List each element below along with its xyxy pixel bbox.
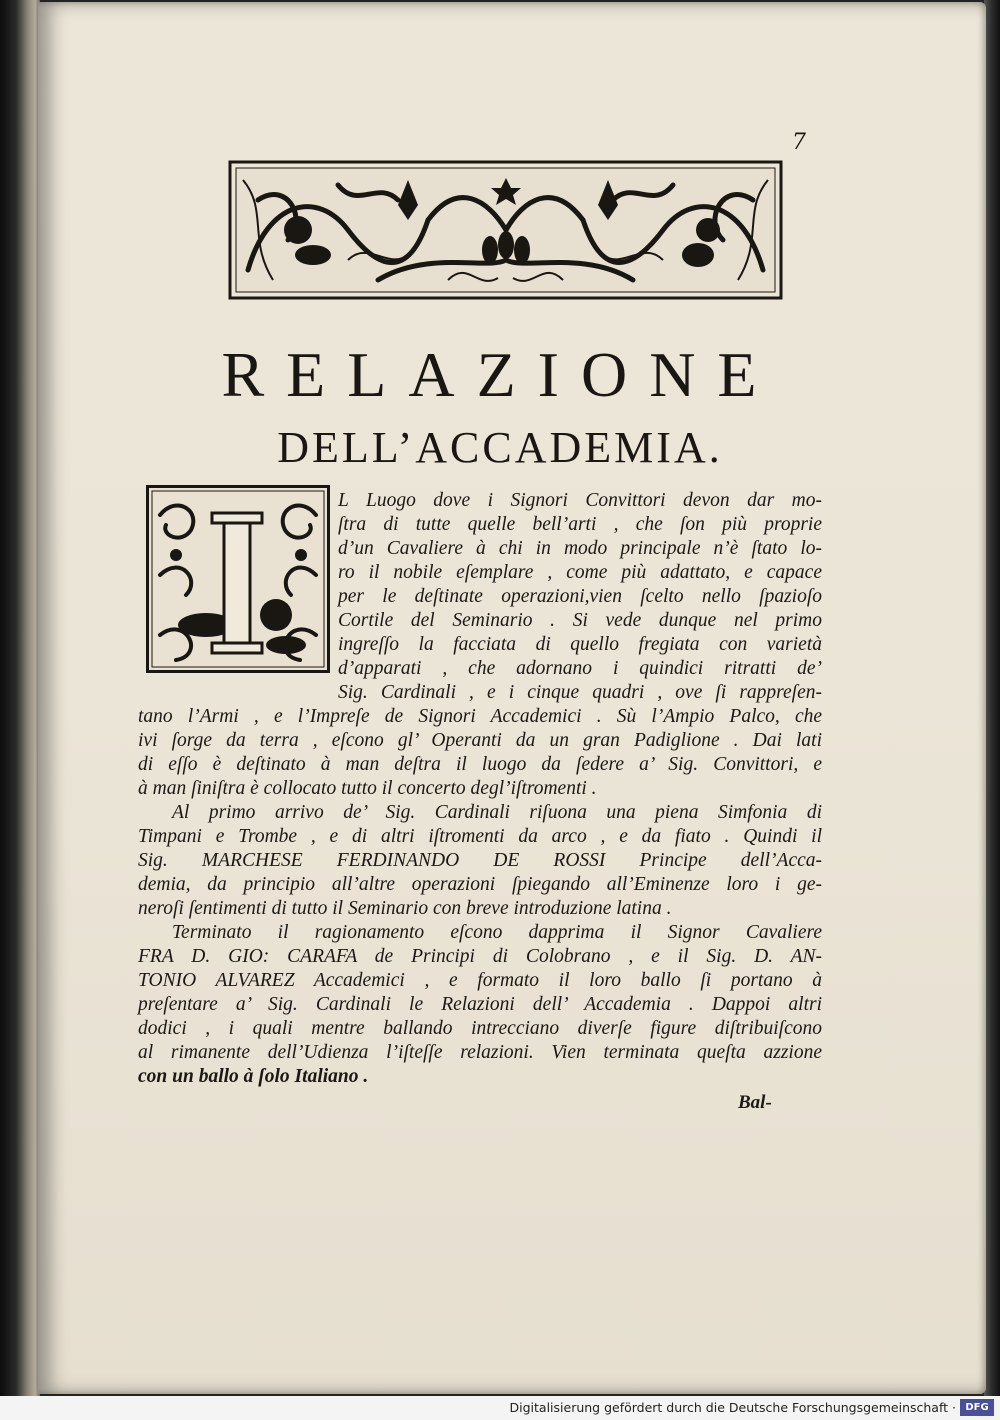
body-line: Sig. MARCHESE FERDINANDO DE ROSSI Principe dell’Acca- xyxy=(138,850,822,871)
body-line: Terminato il ragionamento eſcono dapprima il Signor Cavaliere xyxy=(172,922,822,943)
body-line: di eſſo è deſtinato à man deſtra il luogo da ſedere a’ Sig. Convittori, e xyxy=(138,754,822,775)
dfg-logo-icon: DFG xyxy=(960,1399,994,1416)
body-line: ingreſſo la facciata di quello fregiata con varietà xyxy=(338,634,822,655)
page-title: RELAZIONE xyxy=(221,339,779,410)
body-line: con un ballo à ſolo Italiano . xyxy=(138,1066,369,1087)
book-binding xyxy=(0,0,40,1396)
body-line: d’apparati , che adornano i quindici ritratti de’ xyxy=(338,658,822,679)
body-line: Al primo arrivo de’ Sig. Cardinali riſuona una piena Simfonia di xyxy=(172,802,822,823)
body-line: neroſi ſentimenti di tutto il Seminario con breve introduzione latina . xyxy=(138,898,672,919)
footer-credit: Digitalisierung gefördert durch die Deutsche Forschungsgemeinschaft · xyxy=(509,1400,956,1415)
decorated-initial-I-icon xyxy=(146,485,330,673)
body-line: TONIO ALVAREZ Accademici , e formato il loro ballo ſi portano à xyxy=(138,970,822,991)
body-line: demia, da principio all’altre operazioni ſpiegando all’Eminenze loro i ge- xyxy=(138,874,822,895)
body-line: ſtra di tutte quelle bell’arti , che ſon più proprie xyxy=(338,514,822,535)
body-line: dodici , i quali mentre ballando intrecciano diverſe figure diſtribuiſcono xyxy=(138,1018,822,1039)
body-line: Cortile del Seminario . Si vede dunque nel primo xyxy=(338,610,822,631)
body-line: per le deſtinate operazioni,vien ſcelto nello ſpazioſo xyxy=(338,586,822,607)
body-line: ivi ſorge da terra , eſcono gl’ Operanti da un gran Padiglione . Dai lati xyxy=(138,730,822,751)
body-line: al rimanente dell’Udienza l’iſteſſe relazioni. Vien terminata queſta azzione xyxy=(138,1042,822,1063)
page-edge-shadow xyxy=(984,0,1000,1396)
page-subtitle: DELL’ACCADEMIA. xyxy=(277,423,723,472)
body-line: ro il nobile eſemplare , come più adattato, e capace xyxy=(338,562,822,583)
body-line: L Luogo dove i Signori Convittori devon dar mo- xyxy=(338,490,822,511)
ornamental-headpiece-icon xyxy=(228,160,783,300)
body-line: FRA D. GIO: CARAFA de Principi di Colobrano , e il Sig. D. AN- xyxy=(138,946,822,967)
body-line: preſentare a’ Sig. Cardinali le Relazioni dell’ Accademia . Dappoi altri xyxy=(138,994,822,1015)
catchword: Bal- xyxy=(738,1092,772,1113)
body-line: Timpani e Trombe , e di altri iſtromenti da arco , e da fiato . Quindi il xyxy=(138,826,822,847)
page-number: 7 xyxy=(792,130,806,155)
body-line: d’un Cavaliere à chi in modo principale n’è ſtato lo- xyxy=(338,538,822,559)
body-line: tano l’Armi , e l’Impreſe de Signori Accademici . Sù l’Ampio Palco, che xyxy=(138,706,822,727)
body-line: Sig. Cardinali , e i cinque quadri , ove ſi rappreſen- xyxy=(338,682,822,703)
body-line: à man ſiniſtra è collocato tutto il concerto degl’iſtromenti . xyxy=(138,778,597,799)
